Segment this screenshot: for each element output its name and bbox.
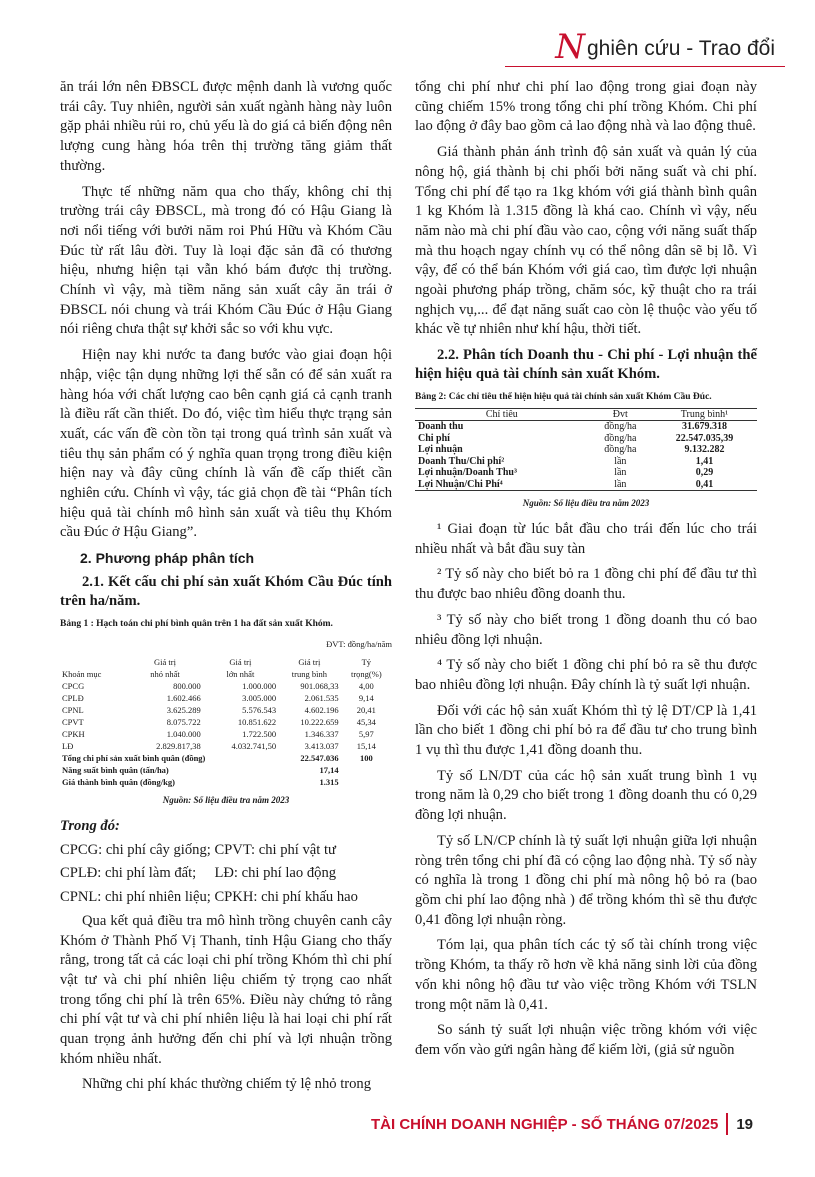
table-cell: Doanh thu	[418, 421, 464, 433]
table-cell: LĐ	[62, 741, 74, 752]
table-cell: 20,41	[356, 705, 376, 716]
table-row	[415, 421, 757, 433]
table-cell: 2.061.535	[304, 693, 339, 704]
table-cell: CPLĐ	[62, 693, 84, 704]
table-row	[60, 704, 392, 716]
table-cell: 1.000.000	[242, 681, 277, 692]
table-cell: 3.413.037	[304, 741, 339, 752]
footnote: ² Tỷ số này cho biết bỏ ra 1 đồng chi phí để đầu tư thì thu được bao nhiêu đồng doanh thu.	[415, 566, 757, 603]
table-cell: 1.602.466	[166, 693, 201, 704]
paragraph: Hiện nay khi nước ta đang bước vào giai đoạn hội nhập, việc tận dụng những lợi thế sẵn có để sản xuất ra hàng hóa với chất lượng cao bên cạnh giá cả cạnh tranh là điều rất cần thiết. Do đó, việc tìm hiểu thực trạng sản xuất, các vấn đề còn tồn tại trong quá trình sản xuất và tiêu thụ sản phẩm có ý nghĩa quan trọng trong điều kiện hiện nay và đây cũng chính là vấn đề cấp thiết cần nghiên cứu. Chính vì vậy, tác giả chọn đề tài “Phân tích hiệu quả tài chính mô hình sản xuất và tiêu thụ Khóm cầu Đúc ở Hậu Giang”.	[60, 347, 392, 541]
table-cell: 3.005.000	[242, 693, 277, 704]
table-cell: 2.829.817,38	[156, 741, 201, 752]
table-cell: 1.346.337	[304, 729, 339, 740]
page-footer	[371, 1113, 753, 1135]
cost-label: Giá thành bình quân (đồng/kg)	[62, 777, 175, 788]
table-row	[415, 467, 757, 479]
abbreviation-line: CPLĐ: chi phí làm đất; LĐ: chi phí lao động	[60, 865, 337, 882]
table-cell: Doanh Thu/Chi phí²	[418, 455, 505, 467]
table-cell: 1.722.500	[242, 729, 277, 740]
header-cell: Giá trị	[229, 657, 252, 668]
yield-label: Năng suất bình quân (tấn/ha)	[62, 765, 169, 776]
paragraph: Những chi phí khác thường chiếm tỷ lệ nhỏ trong	[82, 1076, 372, 1093]
page-number: 19	[736, 1115, 753, 1133]
table-row	[415, 479, 757, 491]
total-pct: 100	[359, 753, 373, 764]
table-source: Nguồn: Số liệu điều tra năm 2023	[162, 795, 290, 806]
table-header-row	[415, 408, 757, 421]
cost-table	[60, 615, 392, 811]
in-which-label: Trong đó:	[60, 817, 120, 834]
table-total-row	[60, 752, 392, 764]
table-cell: lần	[614, 467, 627, 479]
table-cell: 901.068,33	[300, 681, 339, 692]
section-heading: 2. Phương pháp phân tích	[80, 550, 255, 567]
section-initial: N	[555, 27, 585, 67]
header-cell: nhỏ nhất	[150, 669, 180, 680]
paragraph: Giá thành phản ánh trình độ sản xuất và quản lý của nông hộ, giá thành bị chi phối bởi năng suất và chi phí. Tổng chi phí để tạo ra 1kg khóm với giá thành bình quân 1 kg Khóm là 1.315 đồng là khá cao. Chính vì vậy, nếu năm nào mà chi phí đầu vào cao, cộng với năng suất thấp mà thu hoạch ngay chính vụ có thể nông dân sẽ bị lỗ. Vì vậy, để có thể bán Khóm với giá cao, tìm được lợi nhuận ngoài phương pháp trồng, chăm sóc, kỹ thuật cho ra trái nghịch vụ,... để đạt năng suất cao còn lệ thuộc vào yếu tố khác về tự nhiên như khí hậu, thời tiết.	[415, 144, 757, 338]
table-row	[60, 728, 392, 740]
table-caption: Bảng 1 : Hạch toán chi phí bình quân trên 1 ha đất sản xuất Khóm.	[60, 618, 333, 629]
table-cell: lần	[589, 479, 652, 491]
table-cell: CPKH	[62, 729, 85, 740]
table-cell: CPNL	[62, 705, 84, 716]
abbreviation-line: CPCG: chi phí cây giống; CPVT: chi phí vật tư	[60, 841, 336, 858]
table-cell: 800.000	[173, 681, 201, 692]
journal-name: TÀI CHÍNH DOANH NGHIỆP - SỐ THÁNG 07/2025	[371, 1115, 719, 1133]
paragraph: So sánh tỷ suất lợi nhuận việc trồng khóm với việc đem vốn vào gửi ngân hàng để kiếm lời, (giả sử nguồn	[415, 1022, 757, 1058]
table-header-row	[60, 668, 392, 680]
footnote: ³ Tỷ số này cho biết trong 1 đồng doanh thu có bao nhiêu đồng lợi nhuận.	[415, 611, 757, 648]
yield-value: 17,14	[319, 765, 339, 776]
header-rule	[505, 66, 785, 67]
header-cell: Tỷ	[361, 657, 372, 668]
table-cell: Lợi nhuận	[418, 444, 463, 456]
table-cell: 0,41	[652, 479, 757, 491]
table-cell: 4.602.196	[304, 705, 339, 716]
header-cell: trung bình	[291, 669, 327, 680]
cost-value: 1.315	[319, 777, 339, 788]
table-cell: CPVT	[62, 717, 84, 728]
table-row	[415, 444, 757, 456]
table-row	[60, 692, 392, 704]
header-cell: trọng(%)	[350, 669, 382, 680]
table-caption: Bảng 2: Các chỉ tiêu thể hiện hiệu quả tài chính sản xuất Khóm Cầu Đúc.	[415, 392, 712, 403]
paragraph: Qua kết quả điều tra mô hình trồng chuyên canh cây Khóm ở Thành Phố Vị Thanh, tỉnh Hậu Giang cho thấy rằng, trong tất cả các loại chi phí trồng Khóm thì chi phí vật tư và chi phí nhiên liệu chiếm tỷ trọng cao nhất trong tổng chi phí là trên 65%. Điều này chứng tỏ rằng chi phí vật tư và chi phí nhiên liệu là hai loại chi phí rất quan trọng ảnh hưởng đến chi phí và lợi nhuận trồng khóm nhiều nhất.	[60, 912, 392, 1067]
table-cell: 8.075.722	[166, 717, 201, 728]
table-cell: 10.222.659	[300, 717, 339, 728]
footnote: ⁴ Tỷ số này cho biết 1 đồng chi phí bỏ ra sẽ thu được bao nhiêu đồng lợi nhuận. Đây chính là tỷ suất lợi nhuận.	[415, 657, 757, 693]
finance-table	[415, 388, 757, 514]
table-cell: 1,41	[695, 455, 714, 467]
table-cell: Chi phí	[418, 432, 450, 444]
table-cell: CPCG	[62, 681, 85, 692]
table-cell: 9.132.282	[684, 444, 725, 456]
table-cost-row	[60, 776, 392, 788]
table-cell: 10.851.622	[237, 717, 277, 728]
paragraph: Tỷ số LN/DT của các hộ sản xuất trung bình 1 vụ trong năm là 0,29 cho biết trong 1 đồng doanh thu có 0,29 đồng lợi nhuận.	[415, 767, 757, 824]
subsection-heading: 2.1. Kết cấu chi phí sản xuất Khóm Cầu Đúc tính trên ha/năm.	[60, 573, 392, 609]
table-yield-row	[60, 764, 392, 776]
section-header	[555, 24, 775, 67]
header-cell	[60, 656, 127, 668]
table-cell: đồng/ha	[604, 432, 637, 444]
table-cell: 4,00	[358, 681, 374, 692]
table-cell: 15,14	[356, 741, 376, 752]
header-cell: Giá trị	[298, 657, 321, 668]
paragraph: Tóm lại, qua phân tích các tỷ số tài chính trong việc trồng Khóm, ta thấy rõ hơn về khả năng sinh lời của đồng vốn khi nông hộ đầu tư vào việc trồng Khóm với TSLN trong một năm là 0,41.	[415, 937, 757, 1013]
table-cell: 9,14	[358, 693, 374, 704]
paragraph: Đối với các hộ sản xuất Khóm thì tỷ lệ DT/CP là 1,41 lần cho biết 1 đồng chi phí bỏ ra để đầu tư cho trung bình 1 vụ thì thu được 1,41 đồng doanh thu.	[415, 702, 757, 759]
subsection-heading: 2.2. Phân tích Doanh thu - Chi phí - Lợi nhuận thể hiện hiệu quả tài chính sản xuất Khóm.	[415, 347, 757, 383]
table-cell: đồng/ha	[604, 444, 637, 456]
footer-divider	[726, 1113, 728, 1135]
table-cell: 4.032.741,50	[231, 741, 277, 752]
header-cell: Trung bình¹	[652, 408, 757, 421]
table-cell: 45,34	[356, 717, 376, 728]
table-row	[60, 740, 392, 752]
table-row	[60, 680, 392, 692]
header-cell: Giá trị	[154, 657, 176, 668]
header-cell: Đvt	[589, 408, 652, 421]
table-header-row	[60, 656, 392, 668]
table-cell: 5,97	[358, 729, 374, 740]
table-unit: ĐVT: đồng/ha/năm	[326, 638, 392, 649]
total-label: Tổng chi phí sản xuất bình quân (đồng)	[62, 753, 206, 764]
total-value: 22.547.036	[300, 753, 339, 764]
left-column	[60, 78, 392, 1101]
header-cell: Khoản mục	[62, 669, 102, 680]
table-cell: Lợi Nhuận/Chi Phí⁴	[415, 479, 589, 491]
table-cell: 22.547.035,39	[675, 432, 734, 444]
table-row	[60, 716, 392, 728]
table-source: Nguồn: Số liệu điều tra năm 2023	[522, 498, 650, 509]
header-cell: Chỉ tiêu	[415, 408, 589, 421]
section-title: ghiên cứu - Trao đổi	[587, 37, 775, 60]
footnote: ¹ Giai đoạn từ lúc bắt đầu cho trái đến lúc cho trái nhiều nhất và bắt đầu suy tàn	[415, 521, 757, 557]
table-row	[415, 433, 757, 445]
table-cell: 3.625.289	[166, 705, 201, 716]
table-cell: 0,29	[695, 467, 714, 479]
abbreviation-line: CPNL: chi phí nhiên liệu; CPKH: chi phí khấu hao	[60, 889, 358, 906]
right-column	[415, 78, 757, 1067]
table-cell: 31.679.318	[681, 421, 727, 433]
paragraph: Tỷ số LN/CP chính là tỷ suất lợi nhuận giữa lợi nhuận ròng trên tổng chi phí đã có cộng lao động nhà. Tỷ số này có nghĩa là trong 1 đồng chi phí mà nông hộ bỏ ra (bao gồm chi phí lao động nhà ) để trồng khóm thì sẽ thu được 0,41 đồng lợi nhuận ròng.	[415, 832, 757, 928]
paragraph: Thực tế những năm qua cho thấy, không chỉ thị trường trái cây ĐBSCL, mà trong đó có Hậu Giang là nơi nổi tiếng với bưởi năm roi Phú Hữu và Khóm Cầu Đúc từ rất lâu đời. Tuy là loại đặc sản đã có thương hiệu, nhưng hiện tại vẫn khó bám được thị trường. Chính vì vậy, mà tiềm năng sản xuất cây ăn trái ở ĐBSCL nói chung và trái Khóm Cầu Đúc ở Hậu Giang nói riêng chưa thật sự khởi sắc so với khu vực.	[60, 183, 392, 338]
paragraph: tổng chi phí như chi phí lao động trong giai đoạn này cũng chiếm 15% trong tổng chi phí trồng Khóm. Chi phí lao động ở đây bao gồm cả lao động nhà và lao động thuê.	[415, 79, 757, 135]
paragraph: ăn trái lớn nên ĐBSCL được mệnh danh là vương quốc trái cây. Tuy nhiên, người sản xuất ngành hàng này luôn gặp phải nhiều rủi ro, chủ yếu là do giá cả biến động nên lượng cung hàng hóa trên thị trường tăng giảm thất thường.	[60, 79, 392, 174]
table-cell: đồng/ha	[604, 421, 637, 433]
table-cell: lần	[614, 455, 627, 467]
header-cell: lớn nhất	[226, 669, 255, 680]
table-row	[415, 456, 757, 468]
table-cell: Lợi nhuận/Doanh Thu³	[418, 467, 517, 479]
table-cell: 5.576.543	[242, 705, 277, 716]
table-cell: 1.040.000	[166, 729, 201, 740]
